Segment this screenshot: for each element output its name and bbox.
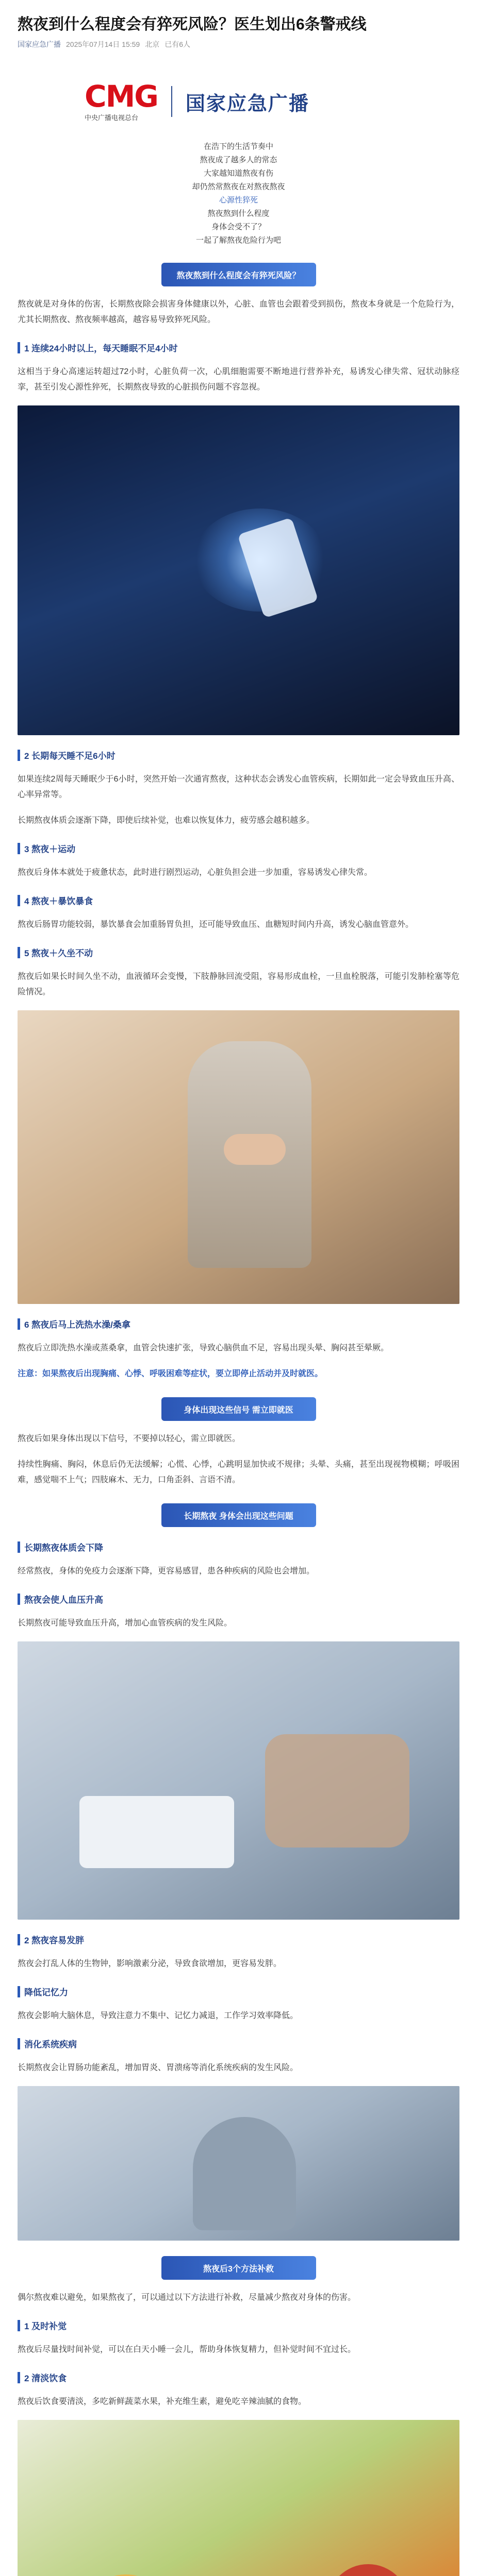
poem-line: 身体会受不了？	[211, 223, 266, 231]
subsection-title: 长期熬夜体质会下降	[18, 1540, 459, 1553]
warning-paragraph: 注意：如果熬夜后出现胸痛、心悸、呼吸困难等症状，要立即停止活动并及时就医。	[18, 1369, 323, 1378]
paragraph: 熬夜后尽量找时间补觉，可以在白天小睡一会儿，帮助身体恢复精力，但补觉时间不宜过长。	[18, 2345, 356, 2354]
account-name[interactable]: 国家应急广播	[18, 40, 61, 48]
subsection-title: 2 清淡饮食	[18, 2371, 459, 2384]
paragraph: 长期熬夜会让胃肠功能紊乱，增加胃炎、胃溃疡等消化系统疾病的发生风险。	[18, 2063, 299, 2072]
cmg-logo	[85, 78, 158, 122]
poem-line-highlight: 心源性猝死	[219, 196, 258, 205]
subsection-title: 3 熬夜＋运动	[18, 842, 459, 855]
poem-line: 一起了解熬夜危险行为吧	[195, 236, 281, 245]
banner-divider	[171, 86, 172, 117]
paragraph: 长期熬夜体质会逐渐下降，即使后续补觉，也难以恢复体力，疲劳感会越积越多。	[18, 816, 315, 825]
paragraph: 熬夜后立即洗热水澡或蒸桑拿，血管会快速扩张，导致心脑供血不足，容易出现头晕、胸闷甚至晕厥。	[18, 1344, 389, 1352]
publish-location: 北京	[145, 40, 160, 48]
section-bar	[18, 342, 20, 353]
section-header: 身体出现这些信号 需立即就医	[161, 1397, 316, 1421]
subsection-title: 2 熬夜容易发胖	[18, 1933, 459, 1946]
section-bar	[18, 2320, 20, 2331]
read-count: 已有6人	[165, 40, 191, 48]
section-bar	[18, 1986, 20, 1997]
poem-line: 熬夜熬到什么程度	[207, 209, 270, 218]
section-header: 熬夜后3个方法补救	[161, 2256, 316, 2280]
section-header: 熬夜熬到什么程度会有猝死风险？	[161, 263, 316, 286]
paragraph: 这相当于身心高速运转超过72小时，心脏负荷一次，心肌细胞需要不断地进行营养补充，易诱发心律失常、冠状动脉痉挛，甚至引发心源性猝死，长期熬夜导致的心脏损伤问题不容忽视。	[18, 367, 459, 392]
subsection-title: 消化系统疾病	[18, 2037, 459, 2050]
poem-line: 熬夜成了越多人的常态	[200, 156, 277, 164]
poem-line: 大家越知道熬夜有伤	[203, 169, 273, 178]
paragraph: 熬夜后肠胃功能较弱，暴饮暴食会加重肠胃负担，还可能导致血压、血糖短时间内升高，诱发心脑血管意外。	[18, 920, 414, 929]
paragraph: 熬夜后如果长时间久坐不动，血液循环会变慢，下肢静脉回流受阻，容易形成血栓，一旦血栓脱落，可能引发肺栓塞等危险情况。	[18, 972, 459, 996]
section-bar	[18, 1541, 20, 1553]
section-bar	[18, 750, 20, 761]
paragraph: 熬夜会影响大脑休息，导致注意力不集中、记忆力减退，工作学习效率降低。	[18, 2011, 299, 2020]
brand-name: 国家应急广播	[185, 93, 309, 115]
article-title: 熬夜到什么程度会有猝死风险？医生划出6条警戒线	[18, 16, 367, 33]
intro-poem	[18, 140, 459, 247]
subsection-title: 降低记忆力	[18, 1985, 459, 1998]
photo-healthy-food	[18, 2420, 459, 2576]
paragraph: 长期熬夜可能导致血压升高，增加心血管疾病的发生风险。	[18, 1619, 233, 1628]
paragraph: 持续性胸痛、胸闷，休息后仍无法缓解；心慌、心悸，心跳明显加快或不规律；头晕、头痛，甚至出现视物模糊；呼吸困难，感觉喘不上气；四肢麻木、无力，口角歪斜、言语不清。	[18, 1460, 459, 1484]
photo-fatigue	[18, 2086, 459, 2241]
cmg-banner	[18, 68, 459, 135]
subsection-title: 5 熬夜＋久坐不动	[18, 946, 459, 959]
subsection-title: 4 熬夜＋暴饮暴食	[18, 894, 459, 907]
subsection-title: 熬夜会使人血压升高	[18, 1592, 459, 1605]
photo-back-pain	[18, 1010, 459, 1304]
paragraph: 偶尔熬夜难以避免，如果熬夜了，可以通过以下方法进行补救，尽量减少熬夜对身体的伤害。	[18, 2293, 356, 2302]
paragraph: 熬夜后饮食要清淡，多吃新鲜蔬菜水果，补充维生素，避免吃辛辣油腻的食物。	[18, 2397, 307, 2406]
poem-line: 却仍然常熬夜在对熬夜熬夜	[192, 182, 285, 191]
section-bar	[18, 843, 20, 854]
section-bar	[18, 947, 20, 958]
paragraph: 熬夜会打乱人体的生物钟，影响激素分泌，导致食欲增加，更容易发胖。	[18, 1959, 282, 1968]
paragraph: 经常熬夜，身体的免疫力会逐渐下降，更容易感冒，患各种疾病的风险也会增加。	[18, 1567, 315, 1575]
paragraph: 熬夜就是对身体的伤害，长期熬夜除会损害身体健康以外，心脏、血管也会跟着受到损伤，熬夜本身就是一个危险行为，尤其长期熬夜、熬夜频率越高，越容易导致猝死风险。	[18, 300, 459, 324]
subsection-title: 1 连续24小时以上，每天睡眠不足4小时	[18, 341, 459, 354]
article-meta	[18, 39, 459, 49]
subsection-title: 6 熬夜后马上洗热水澡/桑拿	[18, 1317, 459, 1330]
section-header: 长期熬夜 身体会出现这些问题	[161, 1503, 316, 1527]
paragraph: 熬夜后如果身体出现以下信号，不要掉以轻心，需立即就医。	[18, 1434, 241, 1443]
section-bar	[18, 2372, 20, 2383]
paragraph: 如果连续2周每天睡眠少于6小时，突然开始一次通宵熬夜，这种状态会诱发心血管疾病，长期如此一定会导致血压升高、心率异常等。	[18, 775, 459, 799]
section-bar	[18, 1594, 20, 1605]
section-bar	[18, 1318, 20, 1330]
section-bar	[18, 1934, 20, 1945]
photo-blood-pressure	[18, 1641, 459, 1920]
cmg-logo-sub: 中央广播电视总台	[85, 113, 139, 122]
section-bar	[18, 2038, 20, 2049]
photo-night-phone	[18, 405, 459, 735]
subsection-title: 1 及时补觉	[18, 2319, 459, 2332]
cmg-logo-text: CMG	[85, 78, 158, 114]
publish-date: 2025年07月14日 15:59	[66, 40, 140, 48]
section-bar	[18, 895, 20, 906]
subsection-title: 2 长期每天睡不足6小时	[18, 749, 459, 761]
poem-line: 在浩下的生活节奏中	[203, 142, 273, 151]
paragraph: 熬夜后身体本就处于疲惫状态，此时进行剧烈运动，心脏负担会进一步加重，容易诱发心律失常。	[18, 868, 373, 877]
